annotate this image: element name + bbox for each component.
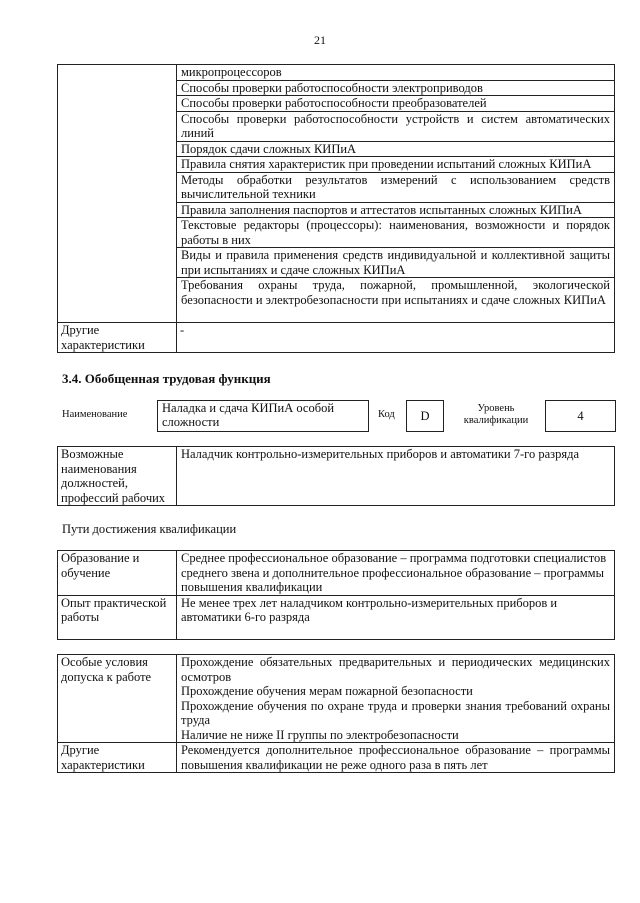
page-number: 21 (314, 33, 326, 47)
code-box (406, 400, 444, 432)
special-conditions-value (177, 655, 615, 743)
knowledge-item: Способы проверки работоспособности устройств и систем автоматических линий (177, 111, 615, 141)
knowledge-item: Правила снятия характеристик при проведении испытаний сложных КИПиА (177, 157, 615, 173)
code-label: Код (378, 409, 395, 420)
education-label: Образование и обучение (58, 551, 177, 596)
knowledge-item: Правила заполнения паспортов и аттестатов испытанных сложных КИПиА (177, 202, 615, 218)
special-conditions-label: Особые условия допуска к работе (58, 655, 177, 743)
experience-value: Не менее трех лет наладчиком контрольно-измерительных приборов и автоматики 6-го разряда (177, 595, 615, 639)
other-characteristics-label: Другие характеристики (58, 743, 177, 773)
function-name-box (157, 400, 369, 432)
knowledge-item: Текстовые редакторы (процессоры): наименования, возможности и порядок работы в них (177, 218, 615, 248)
condition-item: Наличие не ниже II группы по электробезопасности (181, 727, 459, 742)
knowledge-item: Порядок сдачи сложных КИПиА (177, 141, 615, 157)
name-label: Наименование (62, 409, 128, 420)
level-label: Уровень квалификации (463, 403, 529, 426)
code-value: D (420, 409, 430, 423)
education-value: Среднее профессиональное образование – программа подготовки специалистов среднего звена и дополнительное профессиональное образование – программы повышения квалификации (177, 551, 615, 596)
other-characteristics-value: Рекомендуется дополнительное профессиональное образование – программы повышения квалификации не реже одного раза в пять лет (177, 743, 615, 773)
condition-item: Прохождение обучения мерам пожарной безопасности (181, 684, 473, 698)
level-value: 4 (577, 409, 584, 423)
function-name-value: Наладка и сдача КИПиА особой сложности (162, 401, 335, 429)
paths-title: Пути достижения квалификации (62, 522, 237, 536)
qualification-paths-table (57, 550, 615, 640)
section-title: 3.4. Обобщенная трудовая функция (62, 371, 271, 386)
knowledge-item: Методы обработки результатов измерений с использованием средств вычислительной техники (177, 172, 615, 202)
knowledge-item: Требования охраны труда, пожарной, промышленной, экологической безопасности и электробезопасности при испытаниях и сдаче сложных КИПиА (177, 278, 615, 323)
knowledge-item: Виды и правила применения средств индивидуальной и коллективной защиты при испытаниях и сдаче сложных КИПиА (177, 248, 615, 278)
knowledge-table (57, 64, 615, 353)
positions-value: Наладчик контрольно-измерительных приборов и автоматики 7-го разряда (177, 447, 615, 506)
knowledge-item: Способы проверки работоспособности преобразователей (177, 96, 615, 112)
knowledge-item: микропроцессоров (177, 65, 615, 81)
condition-item: Прохождение обучения по охране труда и проверки знания требований охраны труда (181, 698, 610, 727)
condition-item: Прохождение обязательных предварительных и периодических медицинских осмотров (181, 655, 610, 684)
other-characteristics-value: - (177, 323, 615, 353)
level-box (545, 400, 616, 432)
conditions-table (57, 654, 615, 773)
other-characteristics-label: Другие характеристики (58, 323, 177, 353)
knowledge-item: Способы проверки работоспособности электроприводов (177, 80, 615, 96)
positions-table (57, 446, 615, 506)
experience-label: Опыт практической работы (58, 595, 177, 639)
knowledge-label-cell (58, 65, 177, 323)
positions-label: Возможные наименования должностей, профессий рабочих (58, 447, 177, 506)
